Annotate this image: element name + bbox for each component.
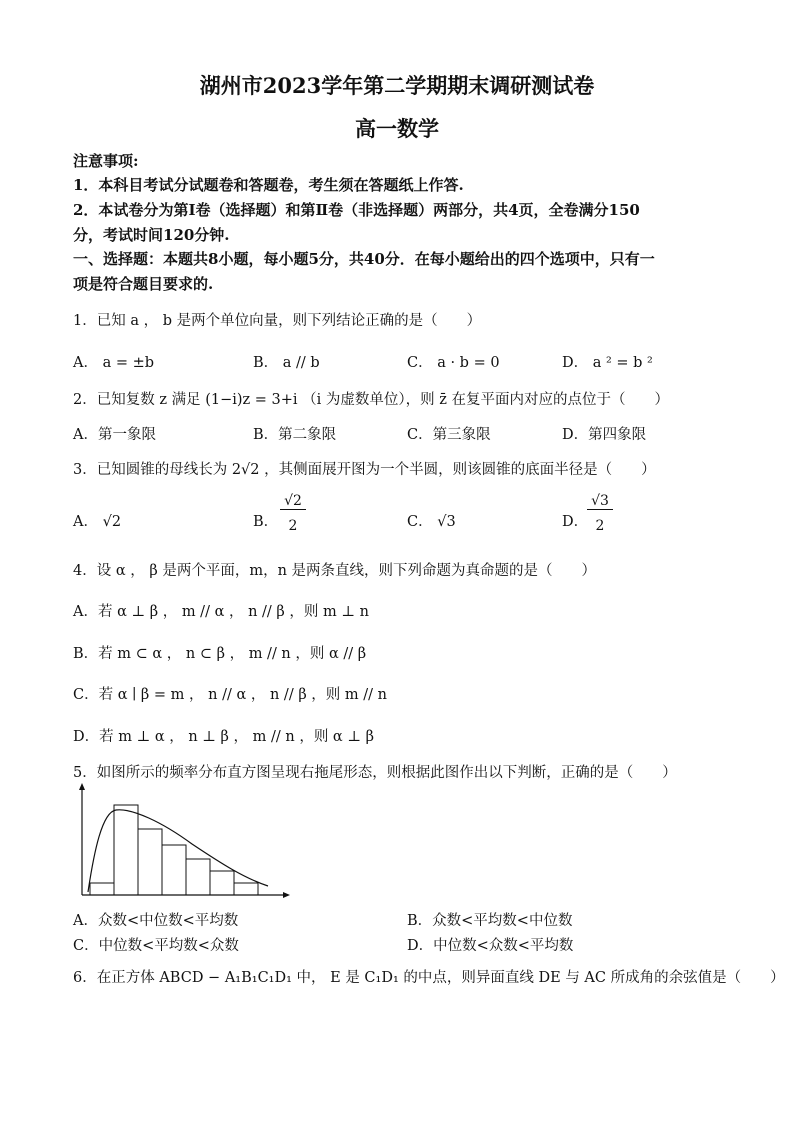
question-4-option-b: B．若 m ⊂ α ， n ⊂ β ， m // n ，则 α // β	[73, 646, 367, 662]
histogram-bar	[90, 883, 114, 895]
y-axis-arrow	[79, 783, 85, 790]
question-4-stem: 4．设 α ， β 是两个平面，m，n 是两条直线，则下列命题为真命题的是（ ）	[73, 563, 597, 579]
histogram-bar	[210, 871, 234, 895]
question-1-stem: 1．已知 a ， b 是两个单位向量，则下列结论正确的是（ ）	[73, 313, 482, 329]
question-2-stem: 2．已知复数 z 满足 (1−i)z = 3+i （i 为虚数单位），则 z̄ 在复平面内对应的点位于（ ）	[73, 392, 669, 408]
question-3-option-b-label: B．	[253, 514, 279, 530]
question-5-option-c: C．中位数<平均数<众数	[73, 938, 239, 954]
section-heading-line2: 项是符合题目要求的.	[73, 275, 214, 293]
question-3-option-d-denominator: 2	[595, 518, 605, 534]
question-3-option-d-numerator: √3	[587, 493, 613, 510]
histogram-bars	[90, 805, 258, 895]
exam-subtitle: 高一数学	[355, 116, 439, 141]
question-2-option-a: A．第一象限	[73, 427, 156, 443]
question-4-option-c: C．若 α ∣ β = m ， n // α ， n // β ，则 m // n	[73, 687, 387, 703]
question-3-option-b-denominator: 2	[288, 518, 298, 534]
histogram-bar	[186, 859, 210, 895]
section-heading-line1: 一、选择题：本题共8小题，每小题5分，共40分．在每小题给出的四个选项中，只有一	[73, 250, 655, 268]
question-1-option-b: B． a // b	[253, 355, 320, 371]
histogram-figure	[72, 782, 294, 900]
note-item-1: 1．本科目考试分试题卷和答题卷，考生须在答题纸上作答.	[73, 176, 464, 194]
question-1-option-c: C． a · b = 0	[407, 355, 500, 371]
question-5-option-d: D．中位数<众数<平均数	[407, 938, 574, 954]
x-axis-arrow	[283, 892, 290, 898]
question-3-option-d-label: D．	[562, 514, 589, 530]
question-5-stem: 5．如图所示的频率分布直方图呈现右拖尾形态，则根据此图作出以下判断，正确的是（ ）	[73, 765, 677, 781]
question-2-option-b: B．第二象限	[253, 427, 337, 443]
question-5-option-a: A．众数<中位数<平均数	[73, 913, 239, 929]
question-3-option-b-numerator: √2	[280, 493, 306, 510]
note-item-2a: 2．本试卷分为第Ⅰ卷（选择题）和第Ⅱ卷（非选择题）两部分，共4页，全卷满分150	[73, 201, 640, 219]
question-6-stem: 6．在正方体 ABCD − A₁B₁C₁D₁ 中， E 是 C₁D₁ 的中点，则异面直线 DE 与 AC 所成角的余弦值是（ ）	[73, 970, 785, 986]
question-3-option-c: C． √3	[407, 514, 456, 530]
question-4-option-d: D．若 m ⊥ α ， n ⊥ β ， m // n ，则 α ⊥ β	[73, 729, 374, 745]
question-1-option-a: A． a = ±b	[73, 355, 155, 371]
question-1-option-d: D． a ² = b ²	[562, 355, 653, 371]
question-3-option-a: A． √2	[73, 514, 122, 530]
question-3-stem: 3．已知圆锥的母线长为 2√2 ，其侧面展开图为一个半圆，则该圆锥的底面半径是（ ）	[73, 462, 656, 478]
question-5-option-b: B．众数<平均数<中位数	[407, 913, 573, 929]
question-2-option-c: C．第三象限	[407, 427, 491, 443]
density-curve	[88, 810, 268, 892]
question-2-option-d: D．第四象限	[562, 427, 647, 443]
notes-heading: 注意事项:	[73, 152, 139, 170]
histogram-bar	[114, 805, 138, 895]
note-item-2b: 分，考试时间120分钟.	[73, 226, 230, 244]
exam-title: 湖州市2023学年第二学期期末调研测试卷	[199, 73, 595, 98]
histogram-bar	[234, 883, 258, 895]
histogram-bar	[138, 829, 162, 895]
histogram-bar	[162, 845, 186, 895]
question-4-option-a: A．若 α ⊥ β ， m // α ， n // β ，则 m ⊥ n	[73, 604, 369, 620]
